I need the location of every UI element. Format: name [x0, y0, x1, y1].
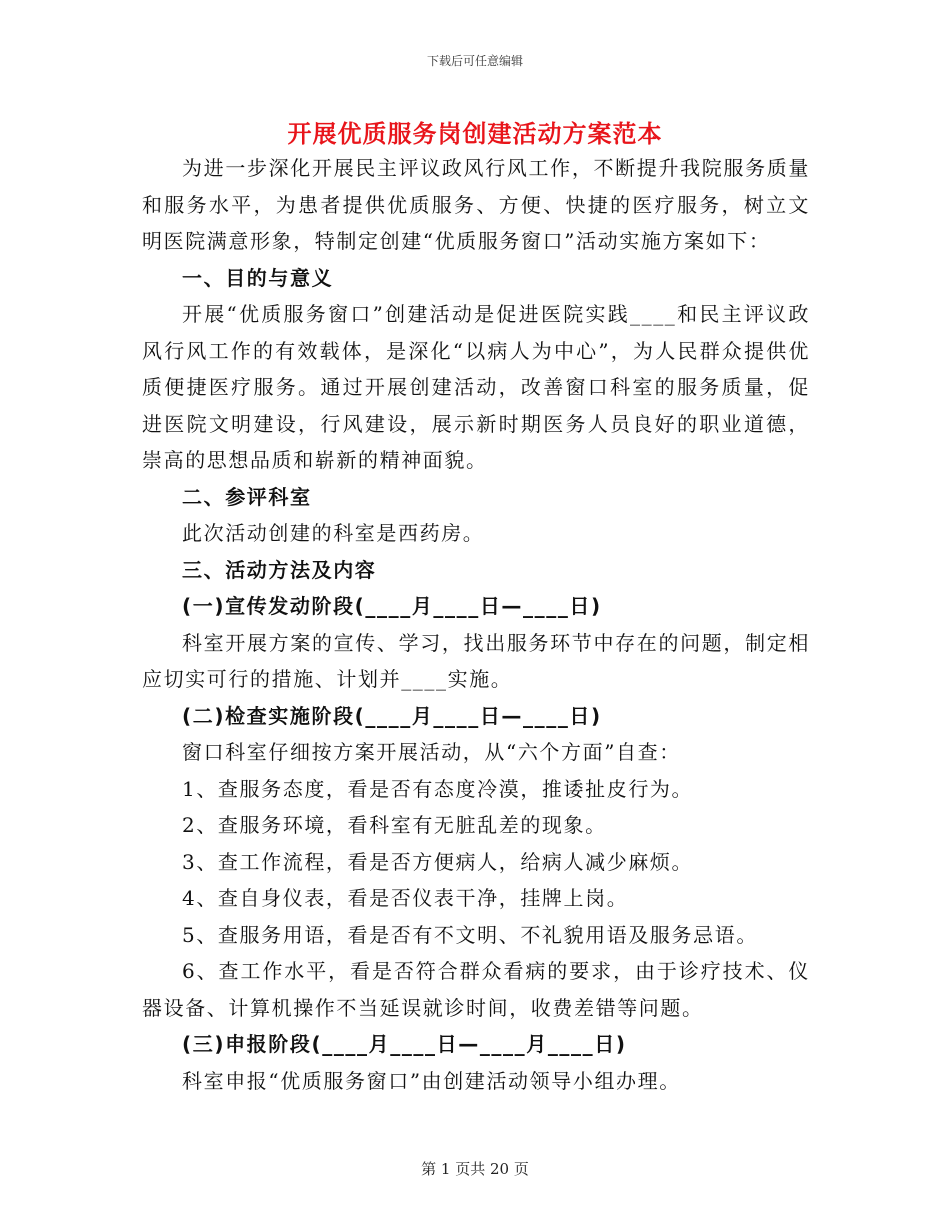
list-item: 2、查服务环境，看科室有无脏乱差的现象。: [182, 813, 607, 837]
list-item: 3、查工作流程，看是否方便病人，给病人减少麻烦。: [182, 849, 694, 874]
stage-heading-publicity: (一)宣传发动阶段(____月____日—____日): [182, 594, 602, 618]
stage-heading-application: (三)申报阶段(____月____日—____月____日): [182, 1032, 627, 1056]
section-heading-methods: 三、活动方法及内容: [182, 557, 377, 582]
section-heading-purpose: 一、目的与意义: [182, 265, 334, 290]
departments-paragraph: 此次活动创建的科室是西药房。: [182, 521, 485, 545]
publicity-paragraph: 科室开展方案的宣传、学习，找出服务环节中存在的问题，制定相应切实可行的措施、计划并____实施。: [142, 630, 810, 691]
page-header-note: 下载后可任意编辑: [426, 54, 523, 68]
section-heading-departments: 二、参评科室: [182, 484, 312, 509]
document-body: [142, 150, 810, 1099]
list-item: 5、查服务用语，看是否有不文明、不礼貌用语及服务忌语。: [182, 922, 758, 947]
intro-paragraph: 为进一步深化开展民主评议政风行风工作，不断提升我院服务质量和服务水平，为患者提供优质服务、方便、快捷的医疗服务，树立文明医院满意形象，特制定创建“优质服务窗口”活动实施方案如下：: [142, 156, 810, 253]
list-item: 1、查服务态度，看是否有态度冷漠，推诿扯皮行为。: [182, 776, 694, 801]
list-item: 6、查工作水平，看是否符合群众看病的要求，由于诊疗技术、仪器设备、计算机操作不当延误就诊时间，收费差错等问题。: [142, 959, 810, 1020]
application-paragraph: 科室申报“优质服务窗口”由创建活动领导小组办理。: [182, 1068, 681, 1093]
document-title: 开展优质服务岗创建活动方案范本: [287, 120, 663, 148]
stage-heading-inspection: (二)检查实施阶段(____月____日—____日): [182, 703, 602, 728]
inspection-intro: 窗口科室仔细按方案开展活动，从“六个方面”自查：: [182, 740, 681, 764]
list-item: 4、查自身仪表，看是否仪表干净，挂牌上岗。: [182, 886, 629, 910]
page-number: 第 1 页共 20 页: [421, 1160, 529, 1178]
purpose-paragraph: 开展“优质服务窗口”创建活动是促进医院实践____和民主评议政风行风工作的有效载体，是深化“以病人为中心”，为人民群众提供优质便捷医疗服务。通过开展创建活动，改善窗口科室的服务质量，促进医院文明建设，行风建设，展示新时期医务人员良好的职业道德，崇高的思想品质和崭新的精神面貌。: [142, 302, 810, 472]
